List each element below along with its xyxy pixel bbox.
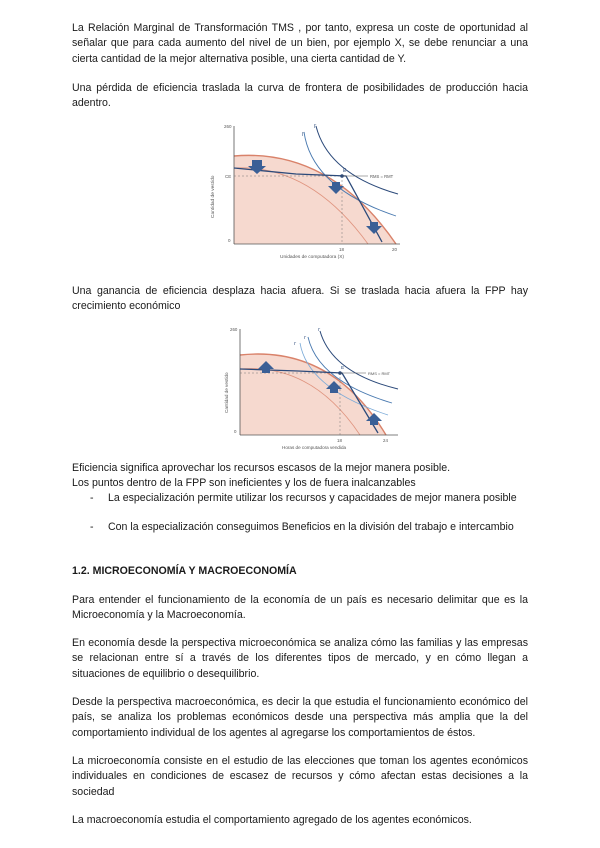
point-label: E [341, 366, 345, 371]
y-axis-label: Cantidad de vestido [211, 175, 216, 218]
y-top-tick: 260 [224, 124, 232, 129]
point-label: E [343, 168, 347, 174]
paragraph-micro-definicion: La microeconomía consiste en el estudio de las elecciones que toman los agentes económicos individuales en condiciones de escasez de recursos y cómo afectan estas decisiones a la sociedad [72, 755, 528, 798]
bullet-item [90, 491, 528, 506]
bullet-dash: - [90, 521, 94, 533]
rmt-label: RMS = RMT [370, 174, 394, 179]
x-axis-label: Horas de computadora vendida [282, 445, 347, 450]
y-zero-tick: 0 [228, 238, 231, 243]
x-end-tick: 20 [392, 247, 398, 252]
rmt-label: RMS = RMT [368, 371, 391, 376]
paragraph-ganancia: Una ganancia de eficiencia desplaza hacia afuera. Si se traslada hacia afuera la FPP hay crecimiento económico [72, 285, 528, 313]
x-mid-tick: 18 [339, 247, 345, 252]
x-mid-tick: 18 [337, 438, 342, 443]
curve-label-2: I' [314, 124, 317, 130]
y-axis-label: Cantidad de vestido [224, 372, 229, 413]
figure-fpp-outward-shift [222, 323, 412, 455]
paragraph-tms: La Relación Marginal de Transformación TMS , por tanto, expresa un coste de oportunidad al señalar que para cada aumento del nivel de un bien, por ejemplo X, se debe renunciar a una cierta cantidad de la mejor alternativa posible, una cierta cantidad de Y. [72, 22, 528, 65]
curve-label-2: I' [304, 336, 307, 341]
paragraph-eficiencia-2: Los puntos dentro de la FPP son ineficientes y los de fuera inalcanzables [72, 477, 416, 489]
paragraph-eficiencia-1: Eficiencia significa aprovechar los recursos escasos de la mejor manera posible. [72, 462, 451, 474]
paragraph-perdida: Una pérdida de eficiencia traslada la curva de frontera de posibilidades de producción hacia adentro. [72, 82, 528, 110]
bullet-item [90, 520, 528, 535]
y-mid-tick: CE [225, 174, 232, 179]
paragraph-macro-perspectiva: Desde la perspectiva macroeconómica, es decir la que estudia el funcionamiento económico del país, se analiza los problemas económicos desde una perspectiva más amplia que la del comportamiento individual de los agentes al agregarse los comportamientos de éstos. [72, 696, 528, 739]
bullet-dash: - [90, 492, 94, 504]
section-heading: 1.2. MICROECONOMÍA Y MACROECONOMÍA [72, 565, 297, 577]
y-top-tick: 260 [230, 327, 238, 332]
paragraph-micro-perspectiva: En economía desde la perspectiva microeconómica se analiza cómo las familias y las empresas se relacionan entre sí a través de los diferentes tipos de mercado, y en cómo llegan a situaciones de equilibrio o desequilibrio. [72, 637, 528, 680]
y-zero-tick: 0 [234, 429, 237, 434]
curve-label-1: I' [302, 132, 305, 138]
paragraph-macro-definicion: La macroeconomía estudia el comportamiento agregado de los agentes económicos. [72, 814, 472, 826]
figure-fpp-inward-shift [200, 118, 410, 268]
x-end-tick: 24 [383, 438, 388, 443]
x-axis-label: Unidades de computadora (X) [280, 255, 344, 260]
bullet-text: La especialización permite utilizar los recursos y capacidades de mejor manera posible [108, 492, 517, 504]
curve-label-3: I' [318, 328, 321, 333]
paragraph-entender: Para entender el funcionamiento de la economía de un país es necesario delimitar que es la Microeconomía y la Macroeconomía. [72, 594, 528, 622]
curve-label-1: I' [294, 342, 297, 347]
bullet-text: Con la especialización conseguimos Beneficios en la división del trabajo e intercambio [108, 521, 514, 533]
